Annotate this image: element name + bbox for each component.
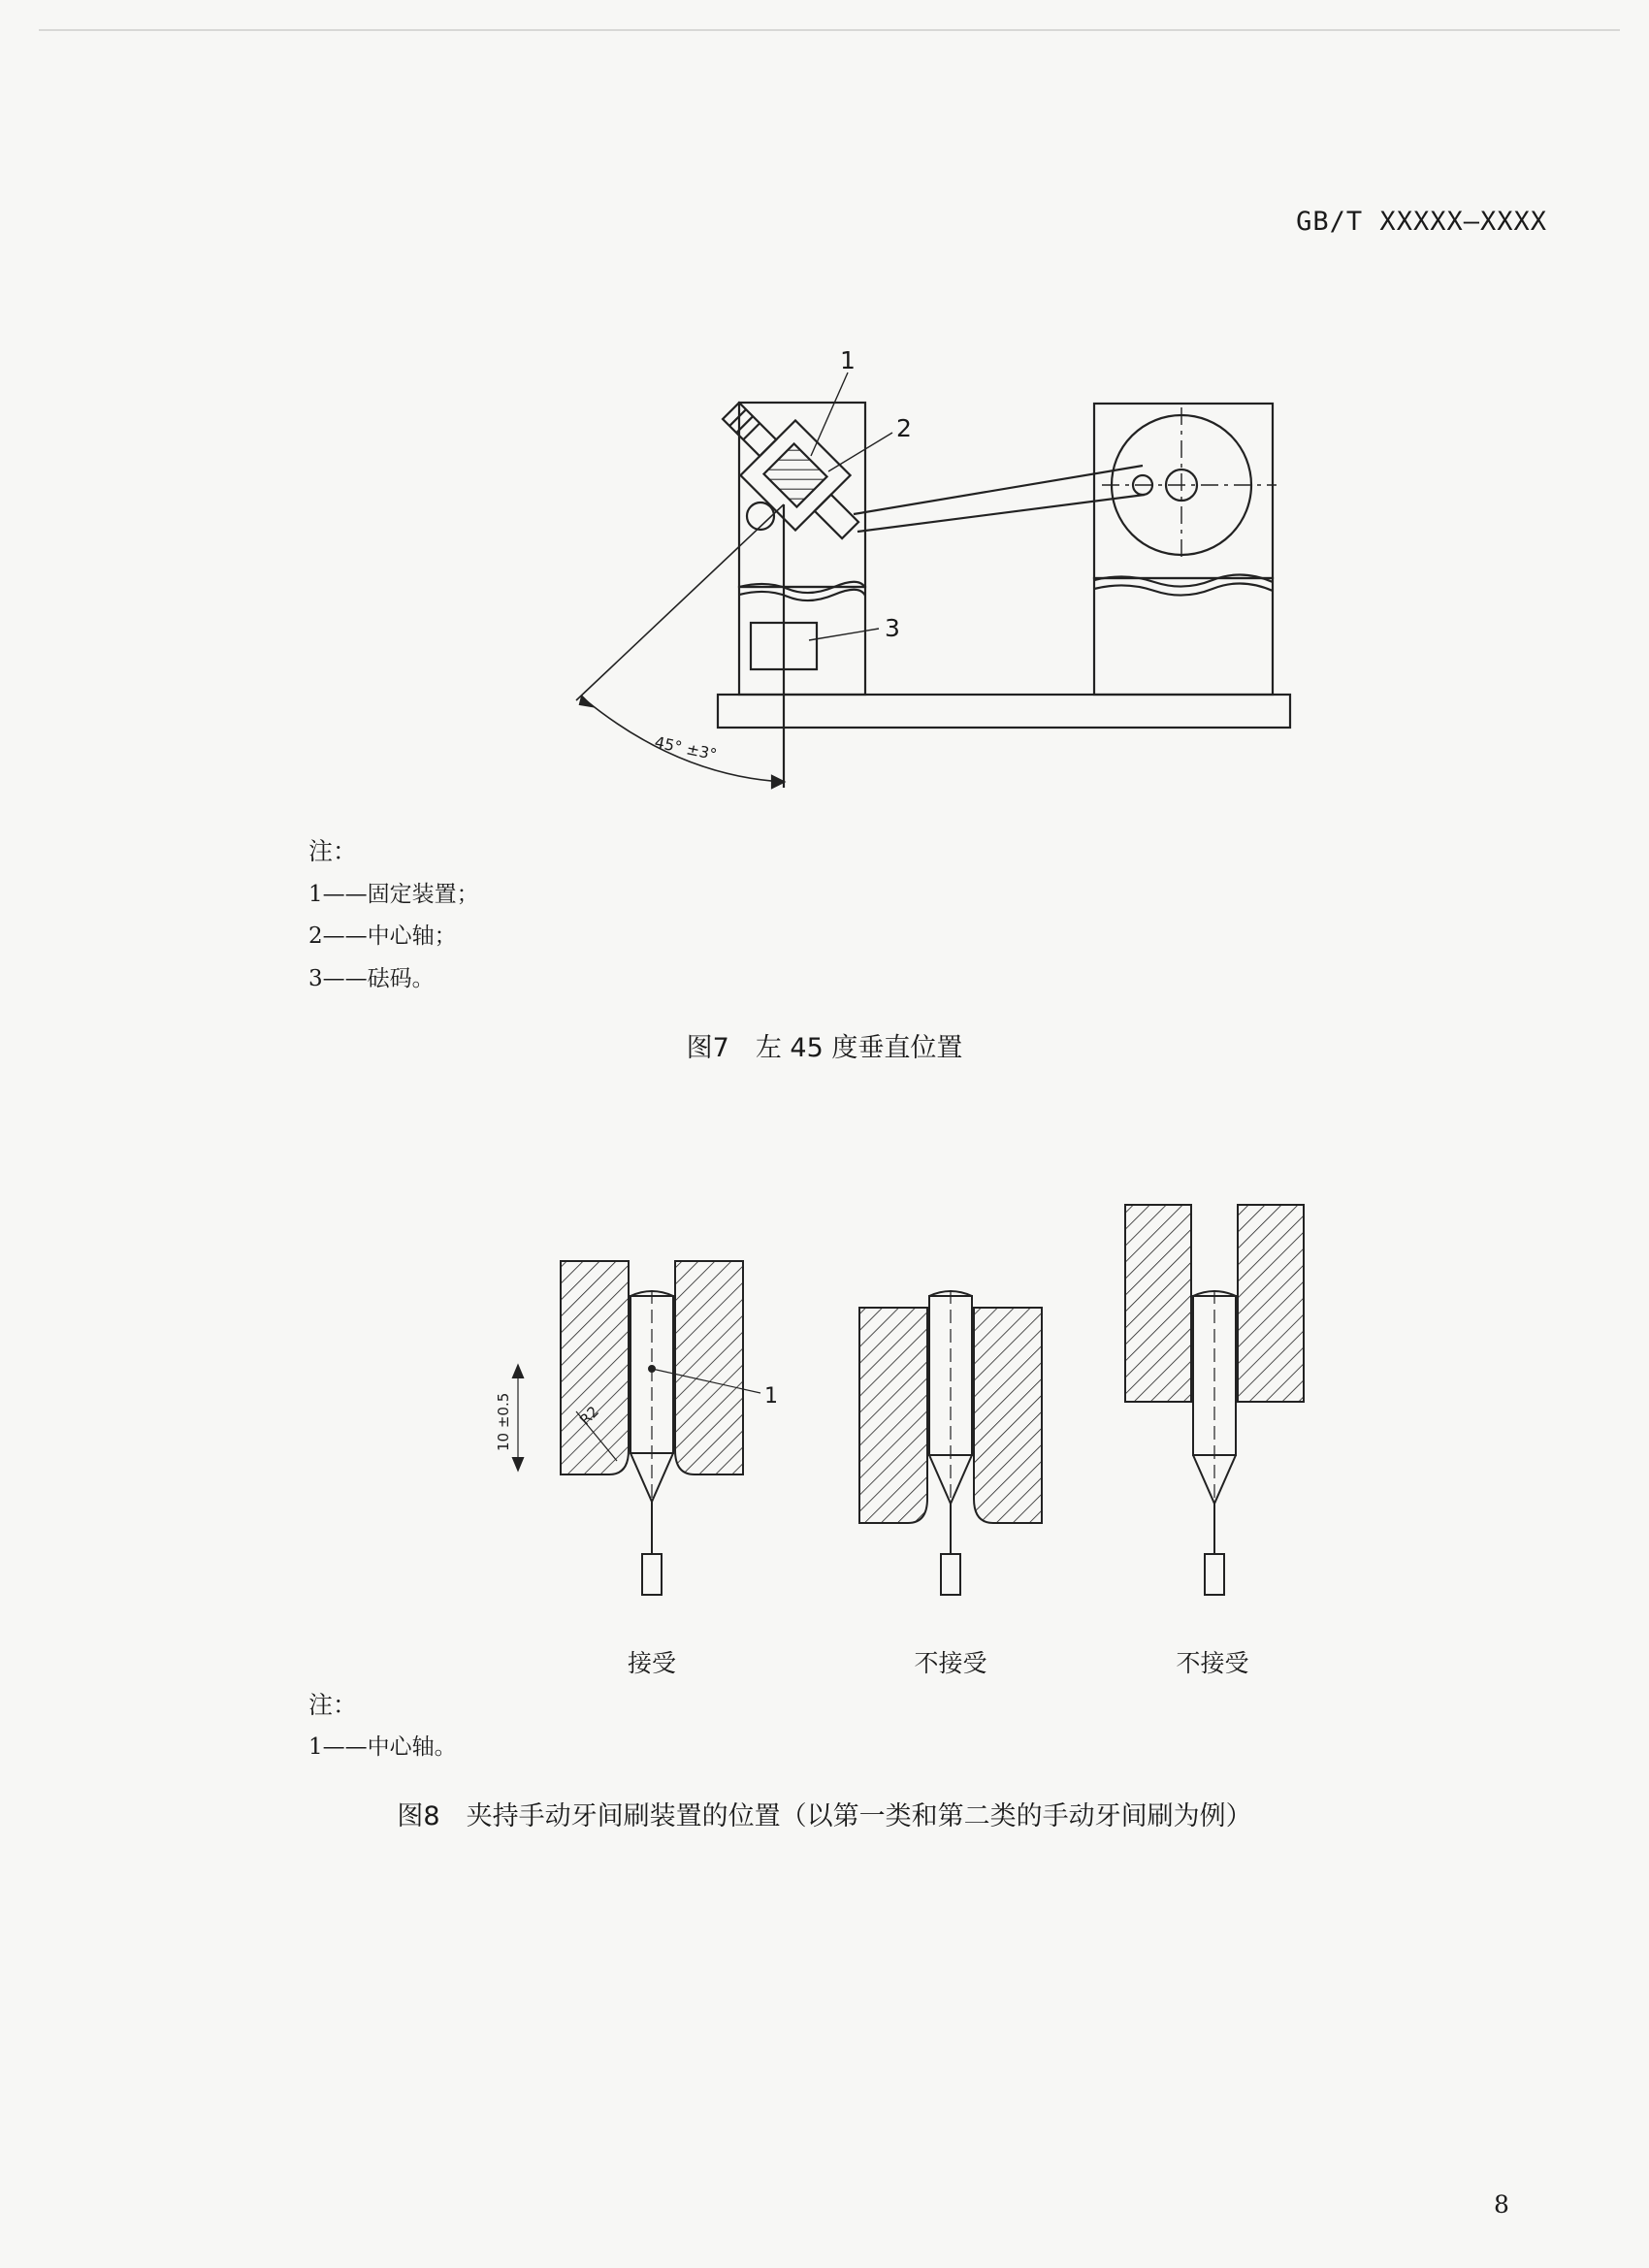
callout-3: 3 [885, 614, 900, 642]
figure7-caption: 图7 左 45 度垂直位置 [686, 1033, 963, 1063]
callout-1: 1 [840, 346, 856, 374]
dimension-label: 10 ±0.5 [495, 1392, 512, 1451]
figure8-callout-1: 1 [764, 1384, 778, 1409]
radius-label: R2 [576, 1402, 602, 1429]
panel1-left-block [561, 1261, 629, 1474]
angle-label: 45° ±3° [653, 732, 719, 764]
standard-code: GB/T XXXXX—XXXX [1296, 207, 1547, 237]
panel3-verdict: 不接受 [1176, 1649, 1249, 1677]
figure7-note-1: 1——固定装置； [308, 882, 479, 907]
panel1-right-block [675, 1261, 743, 1474]
panel2-left-block [859, 1308, 927, 1523]
panel3-right-block [1238, 1205, 1304, 1402]
panel2-right-block [974, 1308, 1042, 1523]
panel2-verdict: 不接受 [914, 1649, 987, 1677]
panel1-verdict: 接受 [627, 1649, 676, 1677]
callout-2: 2 [896, 414, 912, 442]
page-number: 8 [1494, 2190, 1509, 2219]
figure7-note-3: 3——砝码。 [308, 966, 435, 991]
figure7-notes-title: 注： [308, 837, 358, 865]
figure8-caption: 图8 夹持手动牙间刷装置的位置（以第一类和第二类的手动牙间刷为例） [397, 1801, 1252, 1831]
figure8-note-1: 1——中心轴。 [308, 1734, 457, 1760]
figure7-note-2: 2——中心轴； [308, 923, 457, 949]
figure8-notes-title: 注： [308, 1691, 358, 1719]
panel3-left-block [1125, 1205, 1191, 1402]
